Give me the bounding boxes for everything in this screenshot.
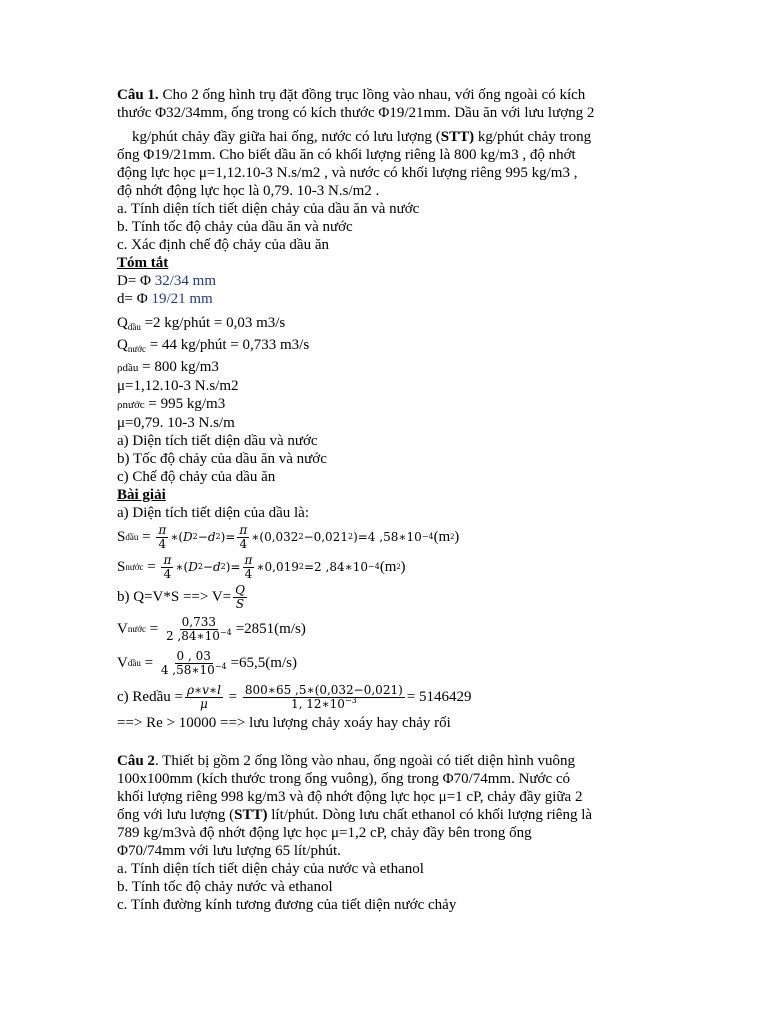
q-oil-subscript: dầu [127, 322, 141, 332]
q1-text-3a: kg/phút chảy đầy giữa hai ống, nước có lưu lượng ( [132, 129, 441, 145]
s-oil-term-1: (0,032 [259, 530, 299, 544]
solution-section [117, 486, 662, 732]
s-denominator: S [235, 596, 245, 611]
q-symbol: Q [117, 337, 128, 353]
q1-question-b: b. Tính tốc độ chảy của dầu ăn và nước [117, 219, 353, 235]
equation-area-water: S nước = $\frac{\pi}{4}$ ∗( D 2 − d 2 )= $\frac{\pi}{4}$ ∗0,019 2 =2 ,84∗10 −4 (m 2 ) [117, 552, 406, 581]
q-symbol: Q [117, 315, 128, 331]
re-symbolic-denominator: μ [200, 696, 208, 711]
s-symbol: S [117, 529, 126, 545]
pi-over-4-fraction [243, 554, 255, 581]
v-water-result: =2851(m/s) [235, 621, 306, 637]
v-water-exponent: −4 [219, 627, 232, 637]
q-numerator: Q [235, 582, 245, 597]
pi-over-4-fraction [237, 524, 249, 551]
v-water-denominator: 2 ,84∗10 [165, 628, 220, 643]
q1-question-c: c. Xác định chế độ chảy của dầu ăn [117, 237, 329, 253]
v-oil-exponent: −4 [214, 661, 227, 671]
q1-line-6: độ nhớt động lực học là 0,79. 10-3 N.s/m2 . [117, 183, 380, 199]
q1-line-3 [117, 128, 662, 146]
q1-stt: STT) [440, 129, 475, 145]
v-oil-denominator: 4 ,58∗10 [160, 662, 215, 677]
q1-line-4: ống Φ19/21mm. Cho biết dầu ăn có khối lượng riêng là 800 kg/m3 , độ nhớt [117, 147, 576, 163]
q1-line-1 [117, 86, 662, 104]
summary-d-prefix: d= Φ [117, 291, 152, 307]
question-2 [117, 752, 662, 914]
four-denominator: 4 [239, 536, 248, 551]
q2-label: Câu 2 [117, 753, 155, 769]
q2-line-4 [117, 806, 662, 824]
summary-D [117, 272, 662, 290]
pi-numerator: π [244, 552, 253, 567]
four-denominator: 4 [163, 566, 172, 581]
summary-heading: Tóm tắt [117, 255, 169, 271]
pi-over-4-fraction [156, 524, 168, 551]
q1-line-5: động lực học μ=1,12.10-3 N.s/m2 , và nước có khối lượng riêng 995 kg/m3 , [117, 165, 578, 181]
v-water-subscript: nước [127, 624, 146, 634]
rho-oil-symbol: ρdầu [117, 362, 139, 374]
q2-line-3: khối lượng riêng 998 kg/m3 và độ nhớt động lực học μ=1 cP, chảy đầy giữa 2 [117, 789, 583, 805]
pi-numerator: π [163, 552, 172, 567]
re-symbolic-fraction [185, 684, 223, 711]
solution-heading: Bài giải [117, 487, 166, 503]
pi-numerator: π [239, 522, 248, 537]
q2-text-1: . Thiết bị gồm 2 ống lồng vào nhau, ống ngoài có tiết diện hình vuông [154, 753, 576, 769]
v-oil-numerator: 0 , 03 [176, 648, 211, 663]
solution-a-intro: a) Diện tích tiết diện của dầu là: [117, 505, 310, 521]
v-oil-fraction [159, 650, 229, 677]
four-denominator: 4 [244, 566, 253, 581]
q1-line-2: thước Φ32/34mm, ống trong có kích thước Φ19/21mm. Dầu ăn với lưu lượng 2 [117, 105, 595, 121]
four-denominator: 4 [158, 536, 167, 551]
question-1 [117, 86, 662, 254]
equation-reynolds: c) Redầu = $\frac{\rho∗v∗l}{\mu}$ = $\frac{800∗65 ,5∗(0,032-0,021)}{1, 12∗10^{-3}}$ = 5146429 [117, 682, 472, 711]
v-symbol: V [117, 655, 128, 671]
v-oil-result: =65,5(m/s) [230, 655, 297, 671]
q2-text-4a: ống với lưu lượng ( [117, 807, 235, 823]
re-symbolic-numerator: ρ∗v∗l [186, 682, 221, 697]
rho-oil-value: = 800 kg/m3 [138, 359, 219, 375]
q1-text-3c: kg/phút chảy trong [474, 129, 592, 145]
s-oil-result: )=4 ,58∗10 [353, 530, 422, 544]
summary-item-b: b) Tốc độ chảy của dầu ăn và nước [117, 451, 327, 467]
equation-area-oil: S dầu = $\frac{\pi}{4}$ ∗( D 2 − d 2 )= $\frac{\pi}{4}$ ∗ (0,032 2 −0,021 2 )=4 ,58∗10 −4 (m 2 ) [117, 522, 460, 551]
q1-text-1: Cho 2 ống hình trụ đặt đồng trục lồng vào nhau, với ống ngoài có kích [158, 87, 586, 103]
s-oil-term-2: −0,021 [303, 530, 348, 544]
equation-velocity-formula [117, 582, 662, 612]
re-result: = 5146429 [406, 689, 472, 705]
s-symbol: S [117, 559, 126, 575]
q2-line-1 [117, 752, 662, 770]
q1-question-a: a. Tính diện tích tiết diện chảy của dầu ăn và nước [117, 201, 420, 217]
q2-question-b: b. Tính tốc độ chảy nước và ethanol [117, 879, 333, 895]
re-label: c) Redầu = [117, 689, 183, 705]
v-oil-subscript: dầu [127, 658, 141, 668]
pi-numerator: π [158, 522, 167, 537]
s-water-result: =2 ,84∗10 [304, 560, 369, 574]
equation-velocity-oil: V dầu = $\frac{0 , 03}{4 ,58∗10^{-4}}$ =65,5(m/s) [117, 648, 297, 677]
summary-Q-water [117, 336, 662, 358]
q2-line-2: 100x100mm (kích thước trong ống vuông), ống trong Φ70/74mm. Nước có [117, 771, 571, 787]
s-water-term: ∗0,019 [256, 560, 299, 574]
summary-section [117, 254, 662, 486]
summary-rho-water [117, 395, 662, 414]
summary-d-value: 19/21 mm [151, 291, 213, 307]
v-water-numerator: 0,733 [181, 614, 217, 629]
v-symbol: V [117, 621, 128, 637]
q2-line-6: Φ70/74mm với lưu lượng 65 lít/phút. [117, 843, 341, 859]
summary-item-c: c) Chế độ chảy của dầu ăn [117, 469, 276, 485]
rho-water-value: = 995 kg/m3 [144, 396, 226, 412]
s-water-subscript: nước [125, 562, 144, 572]
solution-conclusion: ==> Re > 10000 ==> lưu lượng chảy xoáy hay chảy rối [117, 715, 451, 731]
summary-D-value: 32/34 mm [154, 273, 217, 289]
q-water-subscript: nước [127, 344, 146, 354]
pi-over-4-fraction [161, 554, 173, 581]
re-numeric-denominator: 1, 12∗10 [290, 696, 345, 711]
summary-Q-oil [117, 314, 662, 336]
q2-question-a: a. Tính diện tích tiết diện chảy của nước và ethanol [117, 861, 424, 877]
summary-rho-oil [117, 358, 662, 377]
re-exponent: −3 [344, 695, 357, 705]
summary-mu-oil: μ=1,12.10-3 N.s/m2 [117, 378, 239, 394]
rho-water-symbol: ρnước [117, 399, 145, 411]
q2-question-c: c. Tính đường kính tương đương của tiết diện nước chảy [117, 897, 457, 913]
re-numeric-numerator: 800∗65 ,5∗(0,032−0,021) [244, 682, 403, 697]
q1-label: Câu 1. [117, 87, 159, 103]
q-water-value: = 44 kg/phút = 0,733 m3/s [145, 337, 310, 353]
document-page [117, 86, 662, 914]
s-water-unit: (m [379, 559, 397, 575]
b-line-text: b) Q=V*S ==> V= [117, 589, 232, 605]
s-oil-subscript: dầu [125, 532, 139, 542]
re-numeric-fraction [243, 684, 405, 711]
summary-D-prefix: D= Φ [117, 273, 155, 289]
q2-line-5: 789 kg/m3và độ nhớt động lực học μ=1,2 cP, chảy đầy bên trong ống [117, 825, 532, 841]
s-oil-unit: (m [433, 529, 451, 545]
q-over-s-fraction [233, 584, 247, 611]
summary-mu-water: μ=0,79. 10-3 N.s/m [117, 415, 235, 431]
summary-d [117, 290, 662, 308]
v-water-fraction [164, 616, 234, 643]
q2-text-4c: lít/phút. Dòng lưu chất ethanol có khối lượng riêng là [267, 807, 593, 823]
summary-item-a: a) Diện tích tiết diện dầu và nước [117, 433, 318, 449]
equation-velocity-water: V nước = $\frac{0,733}{2 ,84∗10^{-4}}$ =2851(m/s) [117, 614, 306, 643]
q-oil-value: =2 kg/phút = 0,03 m3/s [140, 315, 286, 331]
q2-stt: STT) [234, 807, 268, 823]
